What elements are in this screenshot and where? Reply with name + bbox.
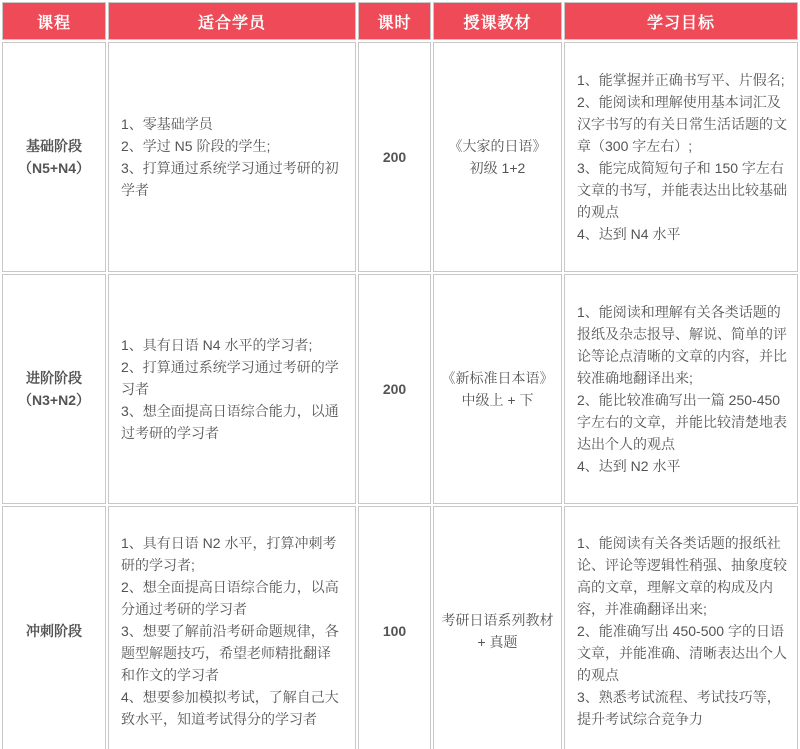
students-cell (108, 42, 356, 272)
stage-level: （N3+N2） (18, 392, 90, 408)
col-header-objectives: 学习目标 (564, 2, 798, 40)
hours-cell: 100 (358, 506, 431, 749)
student-item: 3、打算通过系统学习通过考研的初学者 (121, 160, 339, 198)
row-advanced-stage (2, 274, 798, 504)
stage-level: （N5+N4） (18, 160, 90, 176)
stage-name: 进阶阶段 (26, 370, 82, 386)
material-volume: 初级 1+2 (469, 160, 526, 176)
objective-item: 4、达到 N2 水平 (577, 458, 681, 474)
materials-cell (433, 506, 562, 749)
objective-item: 2、能阅读和理解使用基本词汇及汉字书写的有关日常生活话题的文章（300 字左右）; (577, 94, 787, 154)
row-sprint-stage (2, 506, 798, 749)
hours-cell: 200 (358, 274, 431, 504)
objective-item: 3、能完成简短句子和 150 字左右文章的书写，并能表达出比较基础的观点 (577, 160, 787, 220)
students-cell (108, 506, 356, 749)
materials-cell (433, 274, 562, 504)
student-item: 2、想全面提高日语综合能力，以高分通过考研的学习者 (121, 578, 339, 617)
col-header-students: 适合学员 (108, 2, 356, 40)
student-item: 2、打算通过系统学习通过考研的学习者 (121, 359, 339, 397)
objective-item: 3、熟悉考试流程、考试技巧等，提升考试综合竞争力 (577, 688, 781, 727)
col-header-hours: 课时 (358, 2, 431, 40)
objective-item: 1、能阅读和理解有关各类话题的报纸及杂志报导、解说、简单的评论等论点清晰的文章的内容，并比较准确地翻译出来; (577, 304, 787, 386)
objective-item: 2、能准确写出 450-500 字的日语文章，并能准确、清晰表达出个人的观点 (577, 622, 787, 683)
stage-name: 冲刺阶段 (26, 622, 82, 639)
student-item: 3、想全面提高日语综合能力，以通过考研的学习者 (121, 403, 339, 441)
material-title: 考研日语系列教材 (441, 611, 554, 628)
stage-cell (2, 42, 106, 272)
materials-cell (433, 42, 562, 272)
student-item: 2、学过 N5 阶段的学生; (121, 138, 271, 154)
objectives-cell (564, 42, 798, 272)
col-header-course: 课程 (2, 2, 106, 40)
col-header-materials: 授课教材 (433, 2, 562, 40)
student-item: 3、想要了解前沿考研命题规律，各题型解题技巧，希望老师精批翻译和作文的学习者 (121, 622, 339, 683)
material-title: 《新标准日本语》 (441, 370, 554, 386)
material-volume: 中级上 + 下 (461, 392, 534, 408)
students-cell (108, 274, 356, 504)
stage-cell (2, 506, 106, 749)
student-item: 4、想要参加模拟考试，了解自己大致水平，知道考试得分的学习者 (121, 688, 339, 727)
objective-item: 2、能比较准确写出一篇 250-450 字左右的文章，并能比较清楚地表达出个人的观点 (577, 392, 787, 452)
objectives-cell (564, 274, 798, 504)
objective-item: 1、能掌握并正确书写平、片假名; (577, 72, 785, 88)
objectives-cell (564, 506, 798, 749)
header-row (2, 2, 798, 40)
stage-name: 基础阶段 (26, 138, 82, 154)
objective-item: 4、达到 N4 水平 (577, 226, 681, 242)
material-title: 《大家的日语》 (448, 138, 547, 154)
objective-item: 1、能阅读有关各类话题的报纸社论、评论等逻辑性稍强、抽象度较高的文章，理解文章的构成及内容，并准确翻译出来; (577, 534, 787, 617)
stage-cell (2, 274, 106, 504)
hours-cell: 200 (358, 42, 431, 272)
student-item: 1、零基础学员 (121, 116, 213, 132)
student-item: 1、具有日语 N2 水平，打算冲刺考研的学习者; (121, 534, 337, 573)
material-volume: + 真题 (477, 633, 518, 650)
row-basic-stage (2, 42, 798, 272)
student-item: 1、具有日语 N4 水平的学习者; (121, 337, 313, 353)
